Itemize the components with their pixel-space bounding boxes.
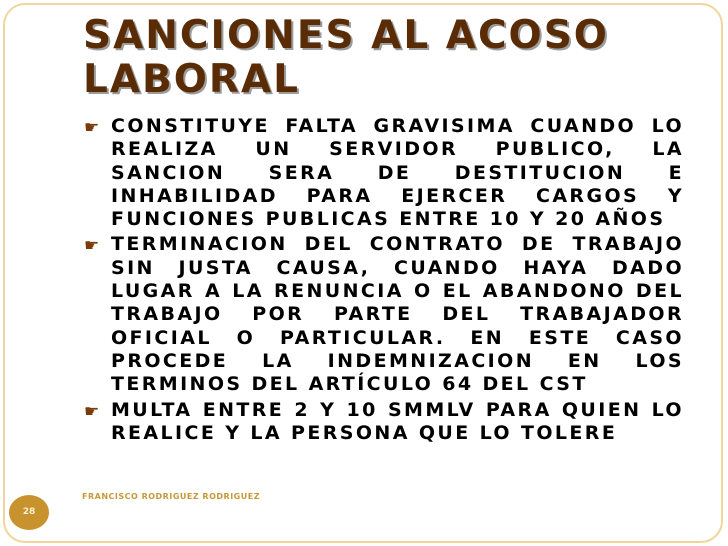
- page-number-badge: 28: [9, 495, 49, 530]
- bullet-text: CONSTITUYE FALTA GRAVISIMA CUANDO LO REALIZA UN SERVIDOR PUBLICO, LA SANCION SERA DE DESTITUCION E INHABILIDAD PARA EJERCER CARGOS Y FUNCIONES PUBLICAS ENTRE 10 Y 20 AÑOS: [111, 115, 684, 231]
- bullet-item: [84, 399, 684, 446]
- pointing-hand-icon: ☛: [84, 236, 100, 257]
- bullet-item: [84, 115, 684, 231]
- pointing-hand-icon: ☛: [84, 401, 100, 422]
- pointing-hand-icon: ☛: [84, 118, 100, 138]
- bullet-text: TERMINACION DEL CONTRATO DE TRABAJO SIN JUSTA CAUSA, CUANDO HAYA DADO LUGAR A LA RENUNCIA O EL ABANDONO DEL TRABAJO POR PARTE DEL TRABAJADOR OFICIAL O PARTICULAR. EN ESTE CASO PROCEDE LA INDEMNIZACION EN LOS TERMINOS DEL ARTÍCULO 64 DEL CST: [111, 233, 684, 396]
- bullet-list: [84, 115, 684, 447]
- bullet-item: [84, 233, 684, 396]
- footer-author: FRANCISCO RODRIGUEZ RODRIGUEZ: [82, 492, 260, 501]
- bullet-text: MULTA ENTRE 2 Y 10 SMMLV PARA QUIEN LO REALICE Y LA PERSONA QUE LO TOLERE: [111, 398, 684, 444]
- slide-title: SANCIONES AL ACOSO LABORAL: [83, 13, 609, 102]
